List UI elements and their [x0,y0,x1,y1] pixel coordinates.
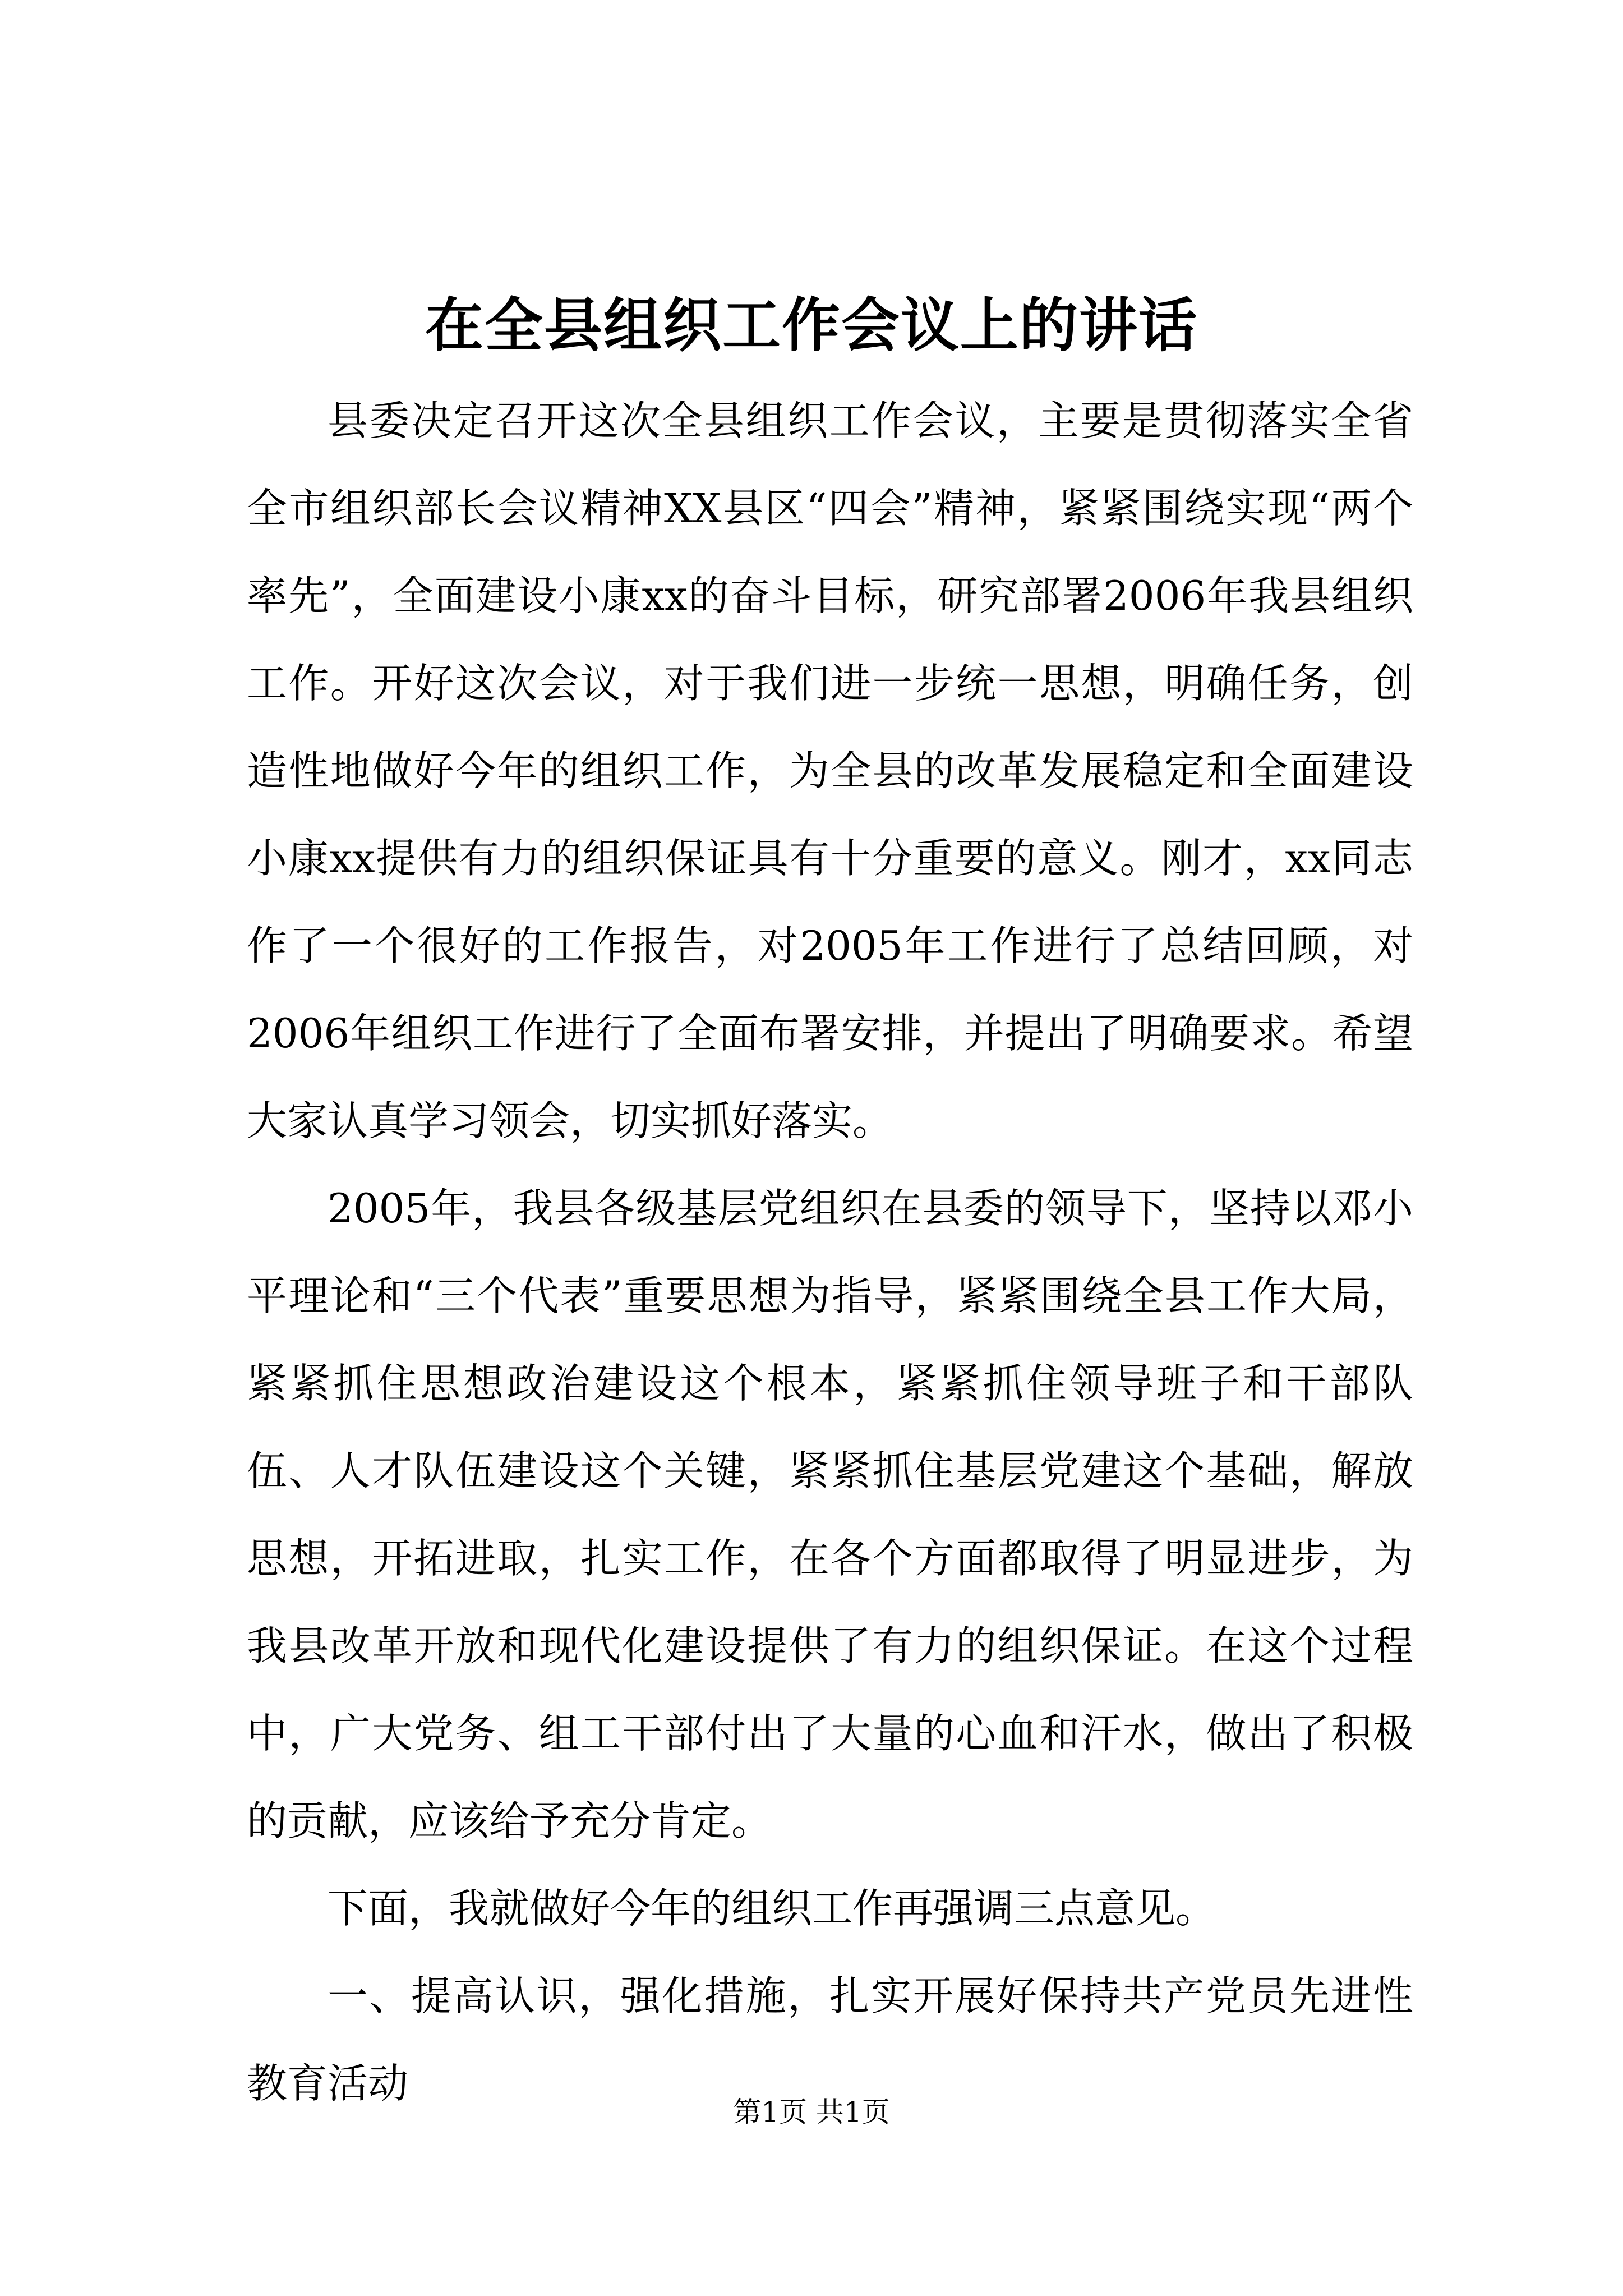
paragraph-2: 2005年，我县各级基层党组织在县委的领导下，坚持以邓小平理论和“三个代表”重要思想为指导，紧紧围绕全县工作大局，紧紧抓住思想政治建设这个根本，紧紧抓住领导班子和干部队伍、人才队伍建设这个关键，紧紧抓住基层党建这个基础，解放思想，开拓进取，扎实工作，在各个方面都取得了明显进步，为我县改革开放和现代化建设提供了有力的组织保证。在这个过程中，广大党务、组工干部付出了大量的心血和汗水，做出了积极的贡献，应该给予充分肯定。 [247,1185,1413,1844]
paragraph-4: 一、提高认识，强化措施，扎实开展好保持共产党员先进性教育活动 [247,1972,1413,2107]
paragraph-1: 县委决定召开这次全县组织工作会议，主要是贯彻落实全省全市组织部长会议精神XX县区“四会”精神，紧紧围绕实现“两个率先”，全面建设小康xx的奋斗目标，研究部署2006年我县组织工作。开好这次会议，对于我们进一步统一思想，明确任务，创造性地做好今年的组织工作，为全县的改革发展稳定和全面建设小康xx提供有力的组织保证具有十分重要的意义。刚才，xx同志作了一个很好的工作报告，对2005年工作进行了总结回顾，对2006年组织工作进行了全面布署安排，并提出了明确要求。希望大家认真学习领会，切实抓好落实。 [247,397,1413,1144]
paragraph-3: 下面，我就做好今年的组织工作再强调三点意见。 [328,1885,1216,1932]
document-body [247,377,1413,2127]
document-title: 在全县组织工作会议上的讲话 [425,291,1198,360]
page-number-footer: 第1页 共1页 [733,2096,890,2128]
